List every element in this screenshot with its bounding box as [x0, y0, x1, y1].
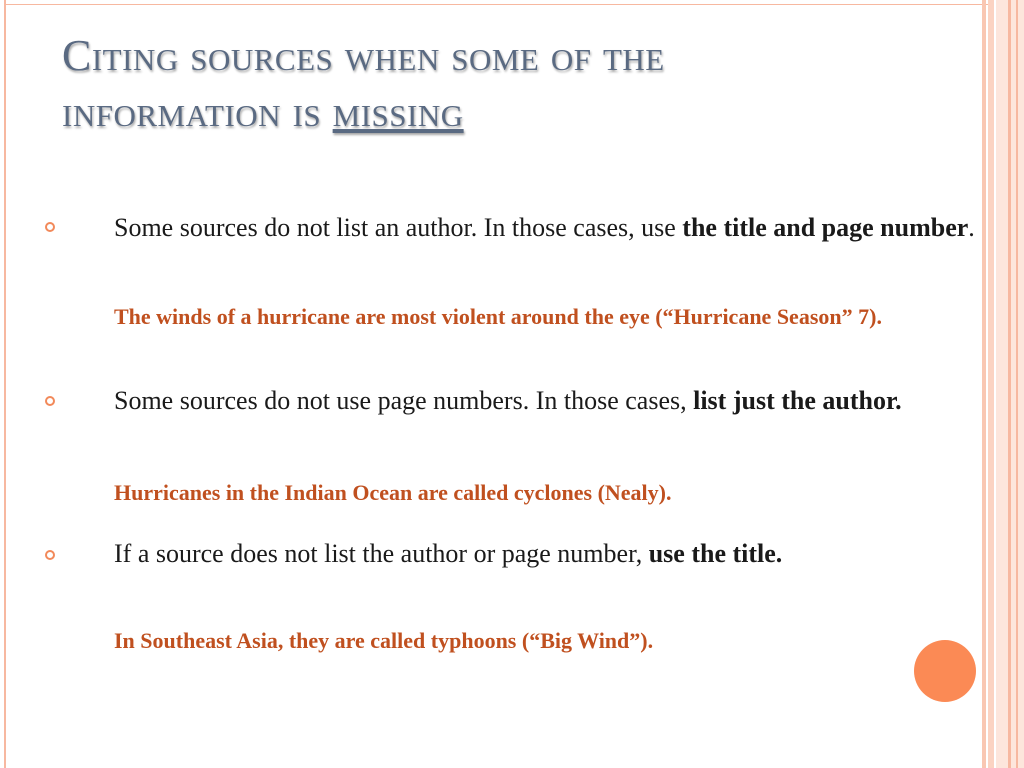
example-citation-2: Hurricanes in the Indian Ocean are called cyclones (Nealy).	[114, 480, 672, 505]
decorative-stripe	[982, 0, 986, 768]
slide-title	[62, 28, 962, 140]
bullet-text-plain: Some sources do not list an author. In those cases, use	[114, 213, 683, 242]
bullet-circle-icon	[45, 222, 55, 232]
decorative-circle	[914, 640, 976, 702]
bullet-text-bold: list just the author.	[693, 386, 902, 415]
bullet-text-bold: use the title.	[648, 539, 783, 568]
bullet-text-end: .	[968, 213, 975, 242]
slide-border-left	[4, 0, 6, 768]
example-citation-1: The winds of a hurricane are most violent around the eye (“Hurricane Season” 7).	[114, 304, 882, 329]
decorative-stripe	[1008, 0, 1011, 768]
decorative-stripe	[1016, 0, 1018, 768]
bullet-circle-icon	[45, 550, 55, 560]
title-line-2-prefix: information is	[62, 87, 333, 136]
decorative-stripe	[988, 0, 994, 768]
title-line-1: Citing sources when some of the	[62, 31, 665, 80]
bullet-circle-icon	[45, 396, 55, 406]
example-citation-3: In Southeast Asia, they are called typhoons (“Big Wind”).	[114, 628, 654, 653]
bullet-text-1	[114, 214, 984, 242]
bullet-text-bold: the title and page number	[682, 213, 969, 242]
bullet-text-plain: Some sources do not use page numbers. In those cases,	[114, 386, 694, 415]
bullet-text-plain: If a source does not list the author or page number,	[114, 539, 649, 568]
title-underlined-word: missing	[332, 87, 464, 136]
bullet-text-3	[114, 540, 984, 568]
bullet-text-2	[114, 387, 984, 415]
slide-border-top	[4, 4, 988, 5]
